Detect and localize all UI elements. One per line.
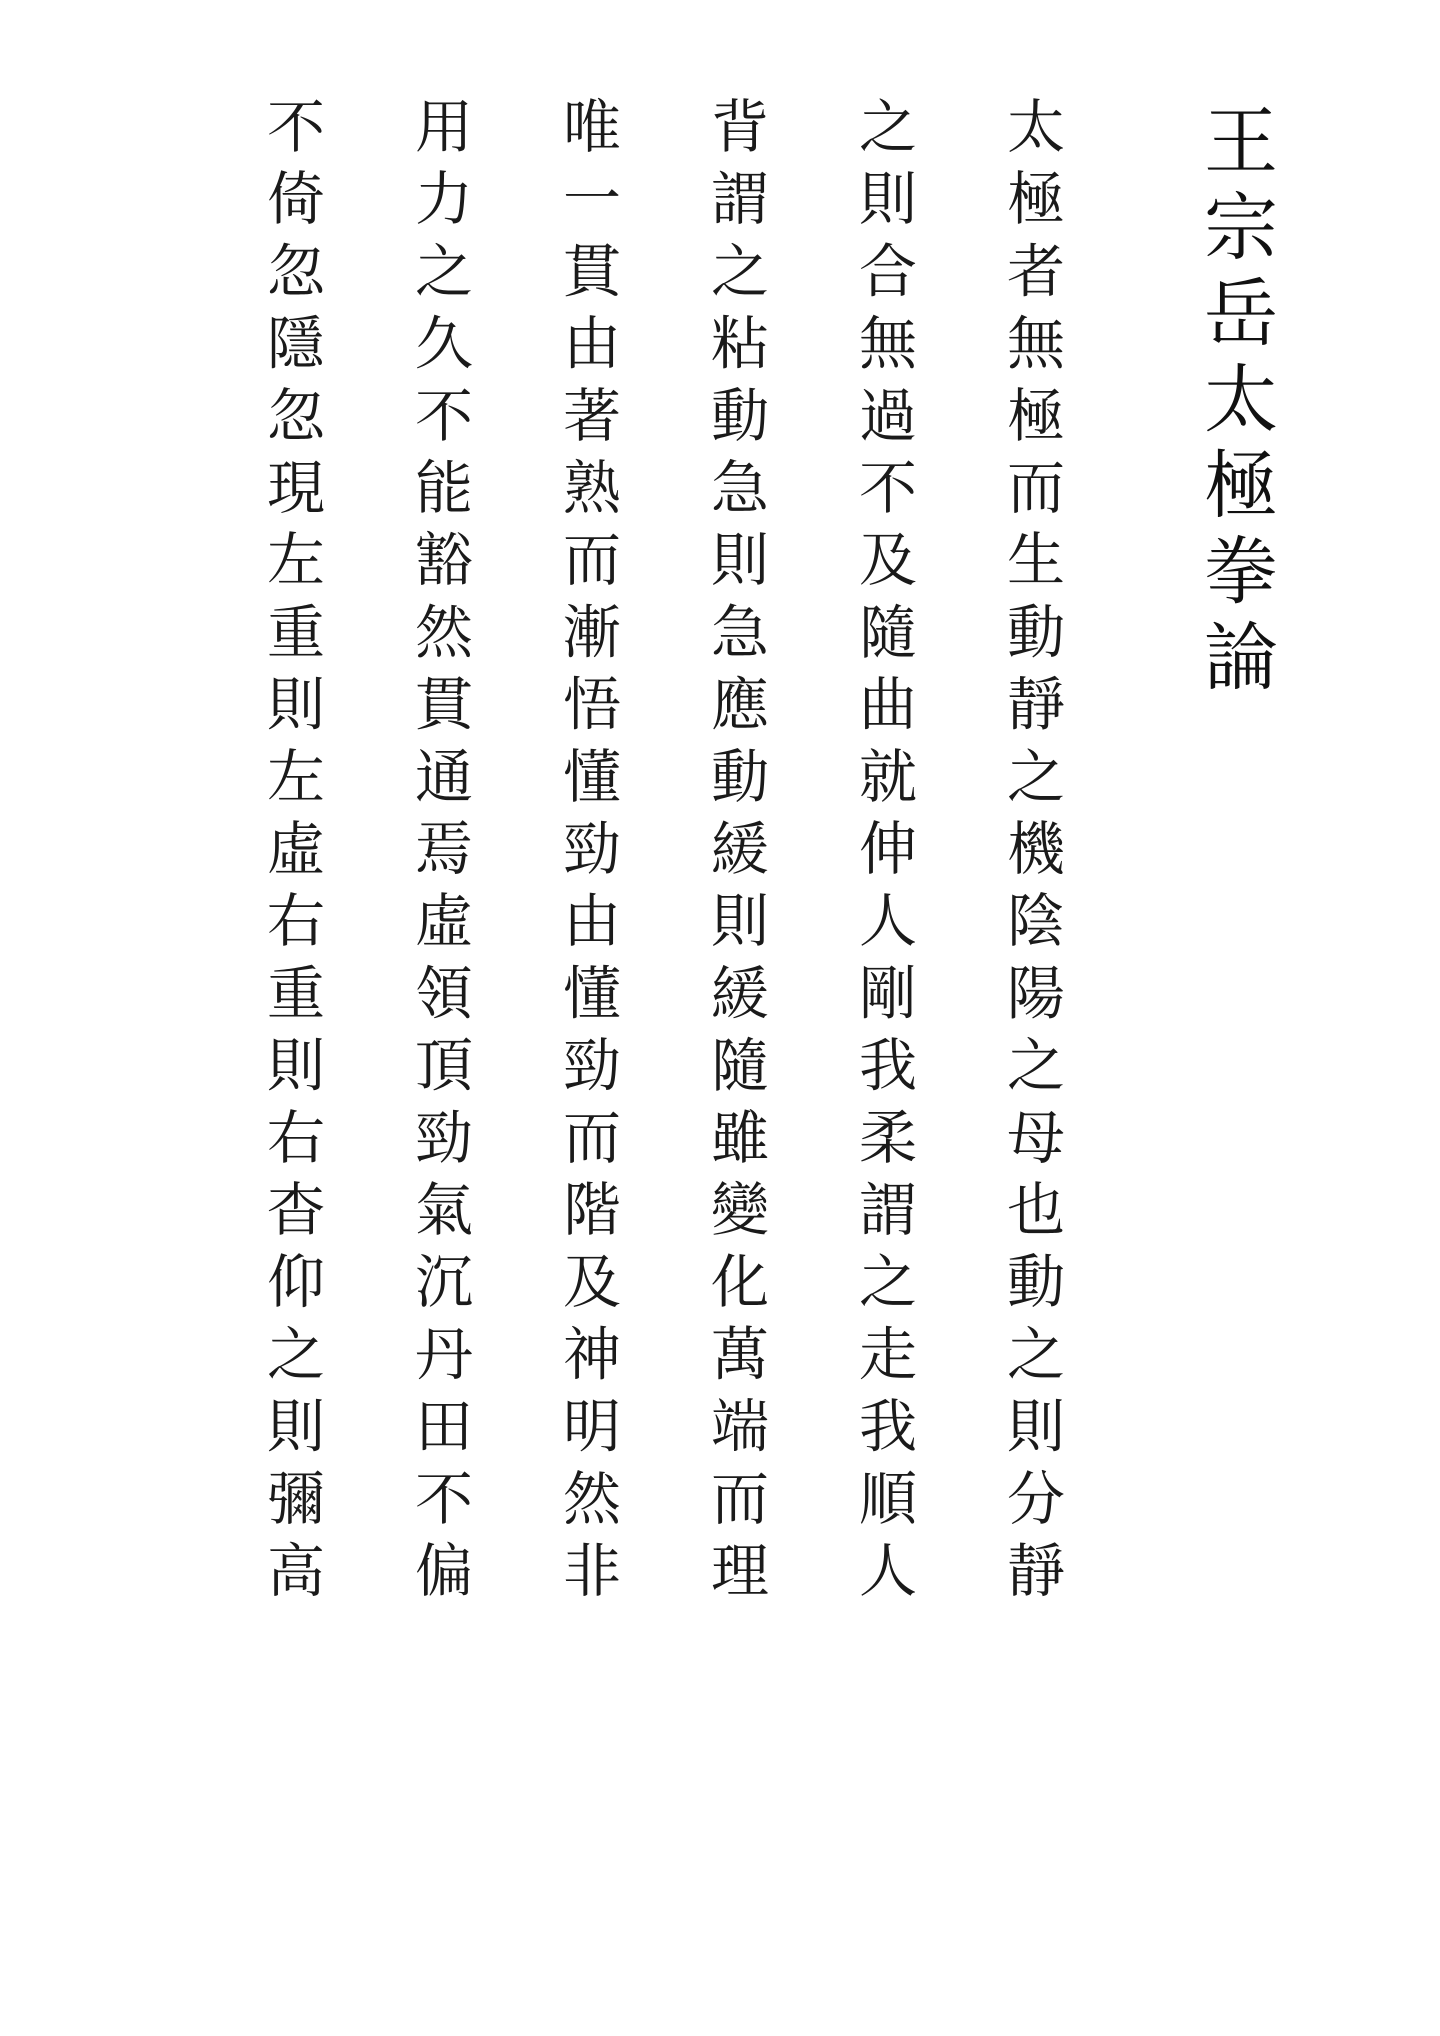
text-column-5: 用力之久不能豁然貫通焉虛領頂勁氣沉丹田不偏: [405, 96, 473, 1613]
text-column-6: 不倚忽隱忽現左重則左虛右重則右杳仰之則彌高: [257, 96, 325, 1613]
text-column-1: 太極者無極而生動靜之機陰陽之母也動之則分靜: [997, 96, 1065, 1613]
text-column-2: 之則合無過不及隨曲就伸人剛我柔謂之走我順人: [849, 96, 917, 1613]
text-column-4: 唯一貫由著熟而漸悟懂勁由懂勁而階及神明然非: [553, 96, 621, 1613]
document-title: 王宗岳太極拳論: [1192, 102, 1278, 704]
text-column-3: 背謂之粘動急則急應動緩則緩隨雖變化萬端而理: [701, 96, 769, 1613]
